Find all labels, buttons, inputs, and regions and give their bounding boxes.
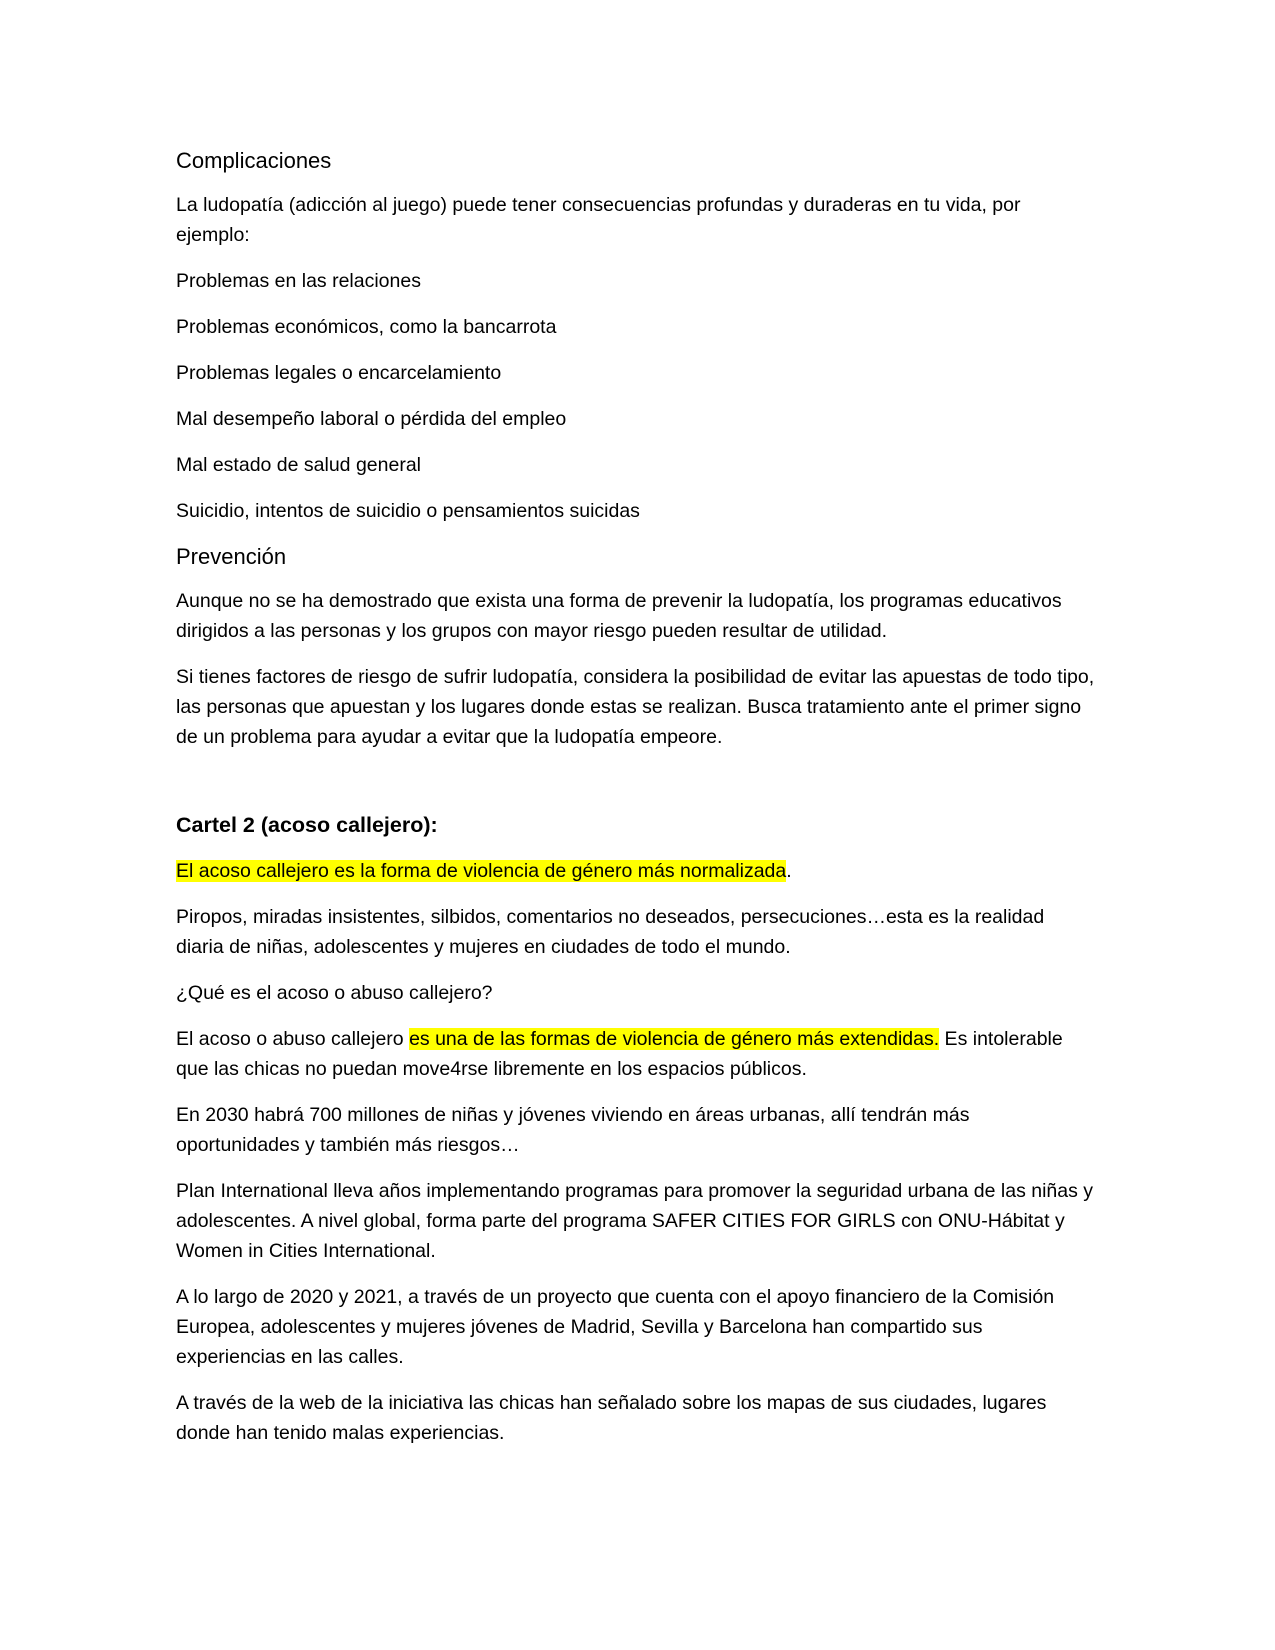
- paragraph-question: ¿Qué es el acoso o abuso callejero?: [176, 982, 493, 1004]
- highlighted-text: El acoso callejero es la forma de violencia de género más normalizada: [176, 860, 787, 882]
- paragraph-highlighted-statement: [176, 856, 1096, 886]
- paragraph-text: El acoso o abuso callejero: [176, 1028, 410, 1050]
- paragraph-text: .: [786, 860, 792, 882]
- paragraph: [176, 1024, 1096, 1084]
- paragraph: Aunque no se ha demostrado que exista una forma de prevenir la ludopatía, los programas educativos dirigidos a las personas y los grupos con mayor riesgo pueden resultar de utilidad.: [176, 590, 1062, 642]
- paragraph-intro: La ludopatía (adicción al juego) puede tener consecuencias profundas y duraderas en tu vida, por ejemplo:: [176, 194, 1021, 246]
- paragraph: Plan International lleva años implementando programas para promover la seguridad urbana de las niñas y adolescentes. A nivel global, forma parte del programa SAFER CITIES FOR GIRLS con ONU-Hábitat y Women in Cities International.: [176, 1180, 1094, 1262]
- paragraph: A lo largo de 2020 y 2021, a través de un proyecto que cuenta con el apoyo financiero de la Comisión Europea, adolescentes y mujeres jóvenes de Madrid, Sevilla y Barcelona han compartido sus experiencias en las calles.: [176, 1286, 1055, 1368]
- paragraph: A través de la web de la iniciativa las chicas han señalado sobre los mapas de sus ciudades, lugares donde han tenido malas experiencias.: [176, 1392, 1047, 1444]
- list-item: Suicidio, intentos de suicidio o pensamientos suicidas: [176, 500, 640, 522]
- paragraph: Piropos, miradas insistentes, silbidos, comentarios no deseados, persecuciones…esta es la realidad diaria de niñas, adolescentes y mujeres en ciudades de todo el mundo.: [176, 906, 1045, 958]
- blank-line: [176, 768, 1096, 810]
- list-item: Mal estado de salud general: [176, 454, 421, 476]
- section-heading-cartel-2: Cartel 2 (acoso callejero):: [176, 813, 438, 837]
- list-item: Problemas legales o encarcelamiento: [176, 362, 502, 384]
- paragraph: En 2030 habrá 700 millones de niñas y jóvenes viviendo en áreas urbanas, allí tendrán más oportunidades y también más riesgos…: [176, 1104, 970, 1156]
- paragraph: Si tienes factores de riesgo de sufrir ludopatía, considera la posibilidad de evitar las apuestas de todo tipo, las personas que apuestan y los lugares donde estas se realizan. Busca tratamiento ante el primer signo de un problema para ayudar a evitar que la ludopatía empeore.: [176, 666, 1095, 748]
- document-body: [176, 146, 1096, 1464]
- highlighted-text: es una de las formas de violencia de género más extendidas.: [409, 1028, 940, 1050]
- list-item: Mal desempeño laboral o pérdida del empleo: [176, 408, 567, 430]
- list-item: Problemas en las relaciones: [176, 270, 421, 292]
- list-item: Problemas económicos, como la bancarrota: [176, 316, 557, 338]
- paragraph-text: Es intolerable que las chicas no puedan move4rse libremente en los espacios públicos.: [176, 1028, 1063, 1080]
- section-heading-complicaciones: Complicaciones: [176, 148, 332, 173]
- section-heading-prevencion: Prevención: [176, 544, 287, 569]
